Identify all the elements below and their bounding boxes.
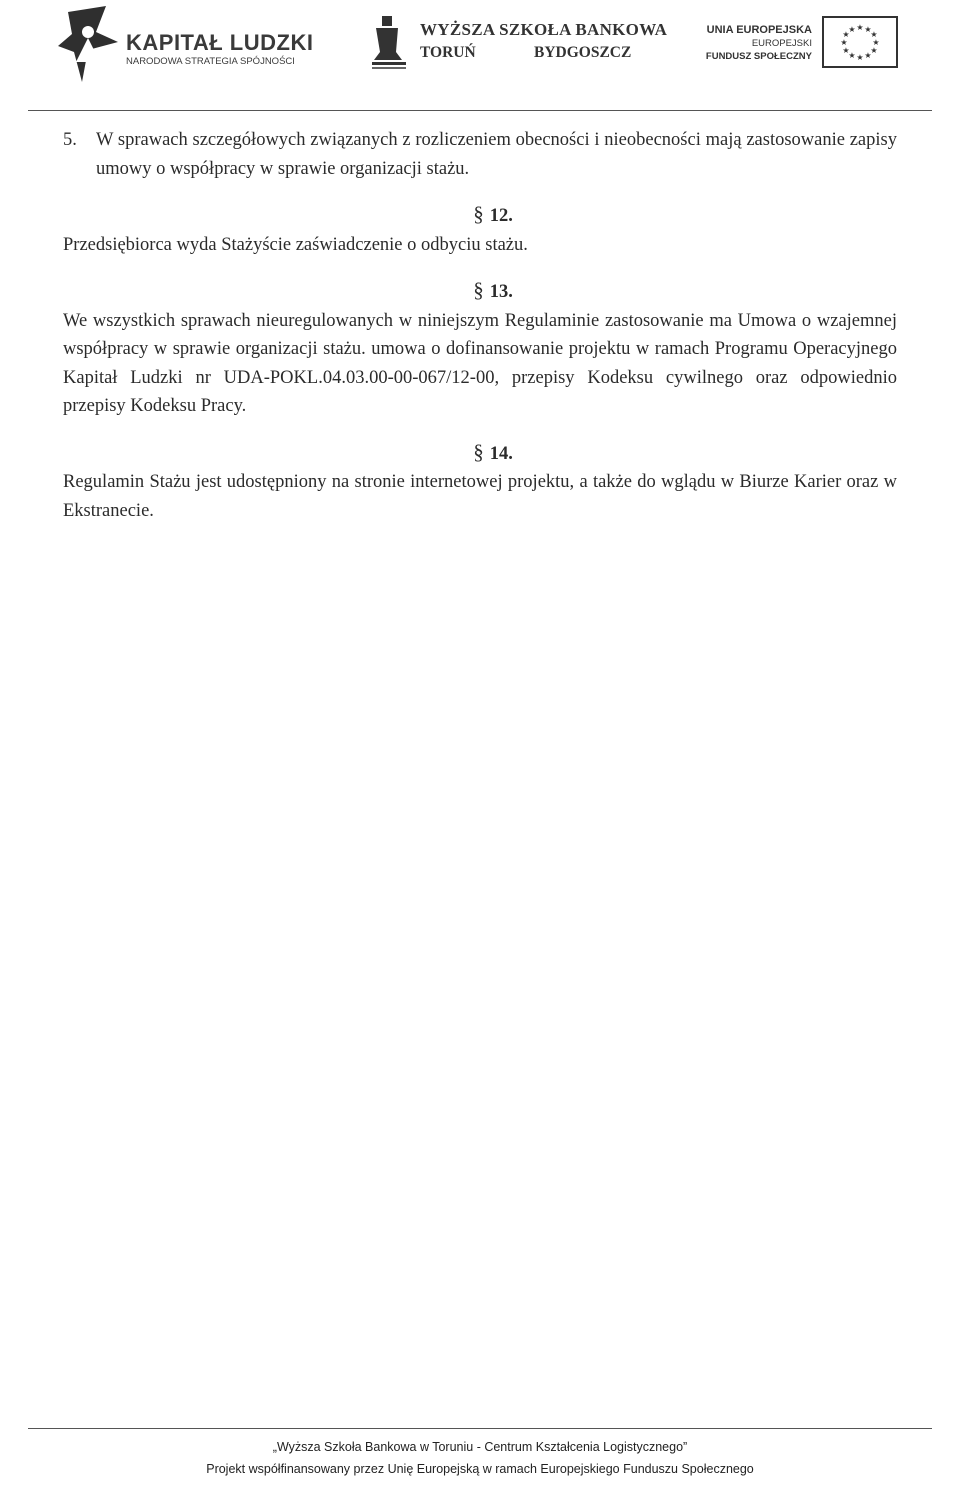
section-symbol: § <box>473 439 484 464</box>
section-13-text: We wszystkich sprawach nieuregulowanych w niniejszym Regulaminie zastosowanie ma Umowa o wzajemnej współpracy w sprawie organizacji stażu. umowa o dofinansowanie projektu w ramach Programu Operacyjnego Kapitał Ludzki nr UDA-POKL.04.03.00-00-067/12-00, przepisy Kodeksu cywilnego oraz odpowiednio przepisy Kodeksu Pracy. <box>63 310 897 416</box>
footer-line2: Projekt współfinansowany przez Unię Europejską w ramach Europejskiego Funduszu Społecznego <box>206 1462 754 1476</box>
svg-text:★: ★ <box>848 25 856 34</box>
wsb-city-bydgoszcz: BYDGOSZCZ <box>534 44 632 61</box>
eu-flag-icon <box>822 16 898 68</box>
eu-logo-line2: EUROPEJSKI <box>751 38 812 49</box>
svg-text:★: ★ <box>864 51 872 60</box>
svg-text:★: ★ <box>870 46 878 55</box>
section-number: 12. <box>489 206 513 226</box>
list-item-5 <box>63 126 897 183</box>
section-12-text: Przedsiębiorca wyda Stażyście zaświadczenie o odbyciu stażu. <box>63 234 528 255</box>
footer-line1: „Wyższa Szkoła Bankowa w Toruniu - Centrum Kształcenia Logistycznego” <box>272 1440 688 1454</box>
header-divider <box>28 110 932 111</box>
svg-text:★: ★ <box>848 51 856 60</box>
wsb-emblem-icon <box>368 14 412 72</box>
section-number: 13. <box>489 282 513 302</box>
section-heading-14 <box>63 438 897 469</box>
section-symbol: § <box>473 278 484 302</box>
section-heading-13 <box>63 276 897 307</box>
footer-divider <box>28 1428 932 1429</box>
section-number: 14. <box>489 443 513 464</box>
section-14-text: Regulamin Stażu jest udostępniony na stronie internetowej projektu, a także do wglądu w Biurze Karier oraz w Ekstranecie. <box>63 472 897 521</box>
wsb-city-torun: TORUŃ <box>420 44 476 61</box>
svg-text:★: ★ <box>842 46 850 55</box>
kapital-ludzki-title: KAPITAŁ LUDZKI <box>126 30 314 55</box>
kapital-ludzki-star-icon <box>58 2 128 88</box>
page-header <box>0 0 960 112</box>
document-body <box>63 126 897 525</box>
svg-text:★: ★ <box>840 38 848 47</box>
eu-logo-line3: FUNDUSZ SPOŁECZNY <box>705 51 812 62</box>
svg-text:★: ★ <box>864 25 872 34</box>
eu-logo-line1: UNIA EUROPEJSKA <box>706 24 812 36</box>
svg-text:★: ★ <box>870 30 878 39</box>
svg-text:★: ★ <box>872 38 880 47</box>
svg-text:★: ★ <box>842 30 850 39</box>
page-footer <box>0 1436 960 1480</box>
svg-text:★: ★ <box>856 53 864 62</box>
kapital-ludzki-subtitle: NARODOWA STRATEGIA SPÓJNOŚCI <box>126 56 295 67</box>
list-item-number: 5. <box>63 130 77 150</box>
svg-text:★: ★ <box>856 23 864 32</box>
wsb-logo <box>368 14 668 74</box>
eu-logo <box>705 16 898 72</box>
wsb-title: WYŻSZA SZKOŁA BANKOWA <box>420 20 668 39</box>
section-symbol: § <box>473 202 484 226</box>
section-heading-12 <box>63 200 897 231</box>
kapital-ludzki-logo <box>58 2 314 88</box>
list-item-text: W sprawach szczegółowych związanych z rozliczeniem obecności i nieobecności mają zastosowanie zapisy umowy o współpracy w sprawie organizacji stażu. <box>96 130 897 179</box>
